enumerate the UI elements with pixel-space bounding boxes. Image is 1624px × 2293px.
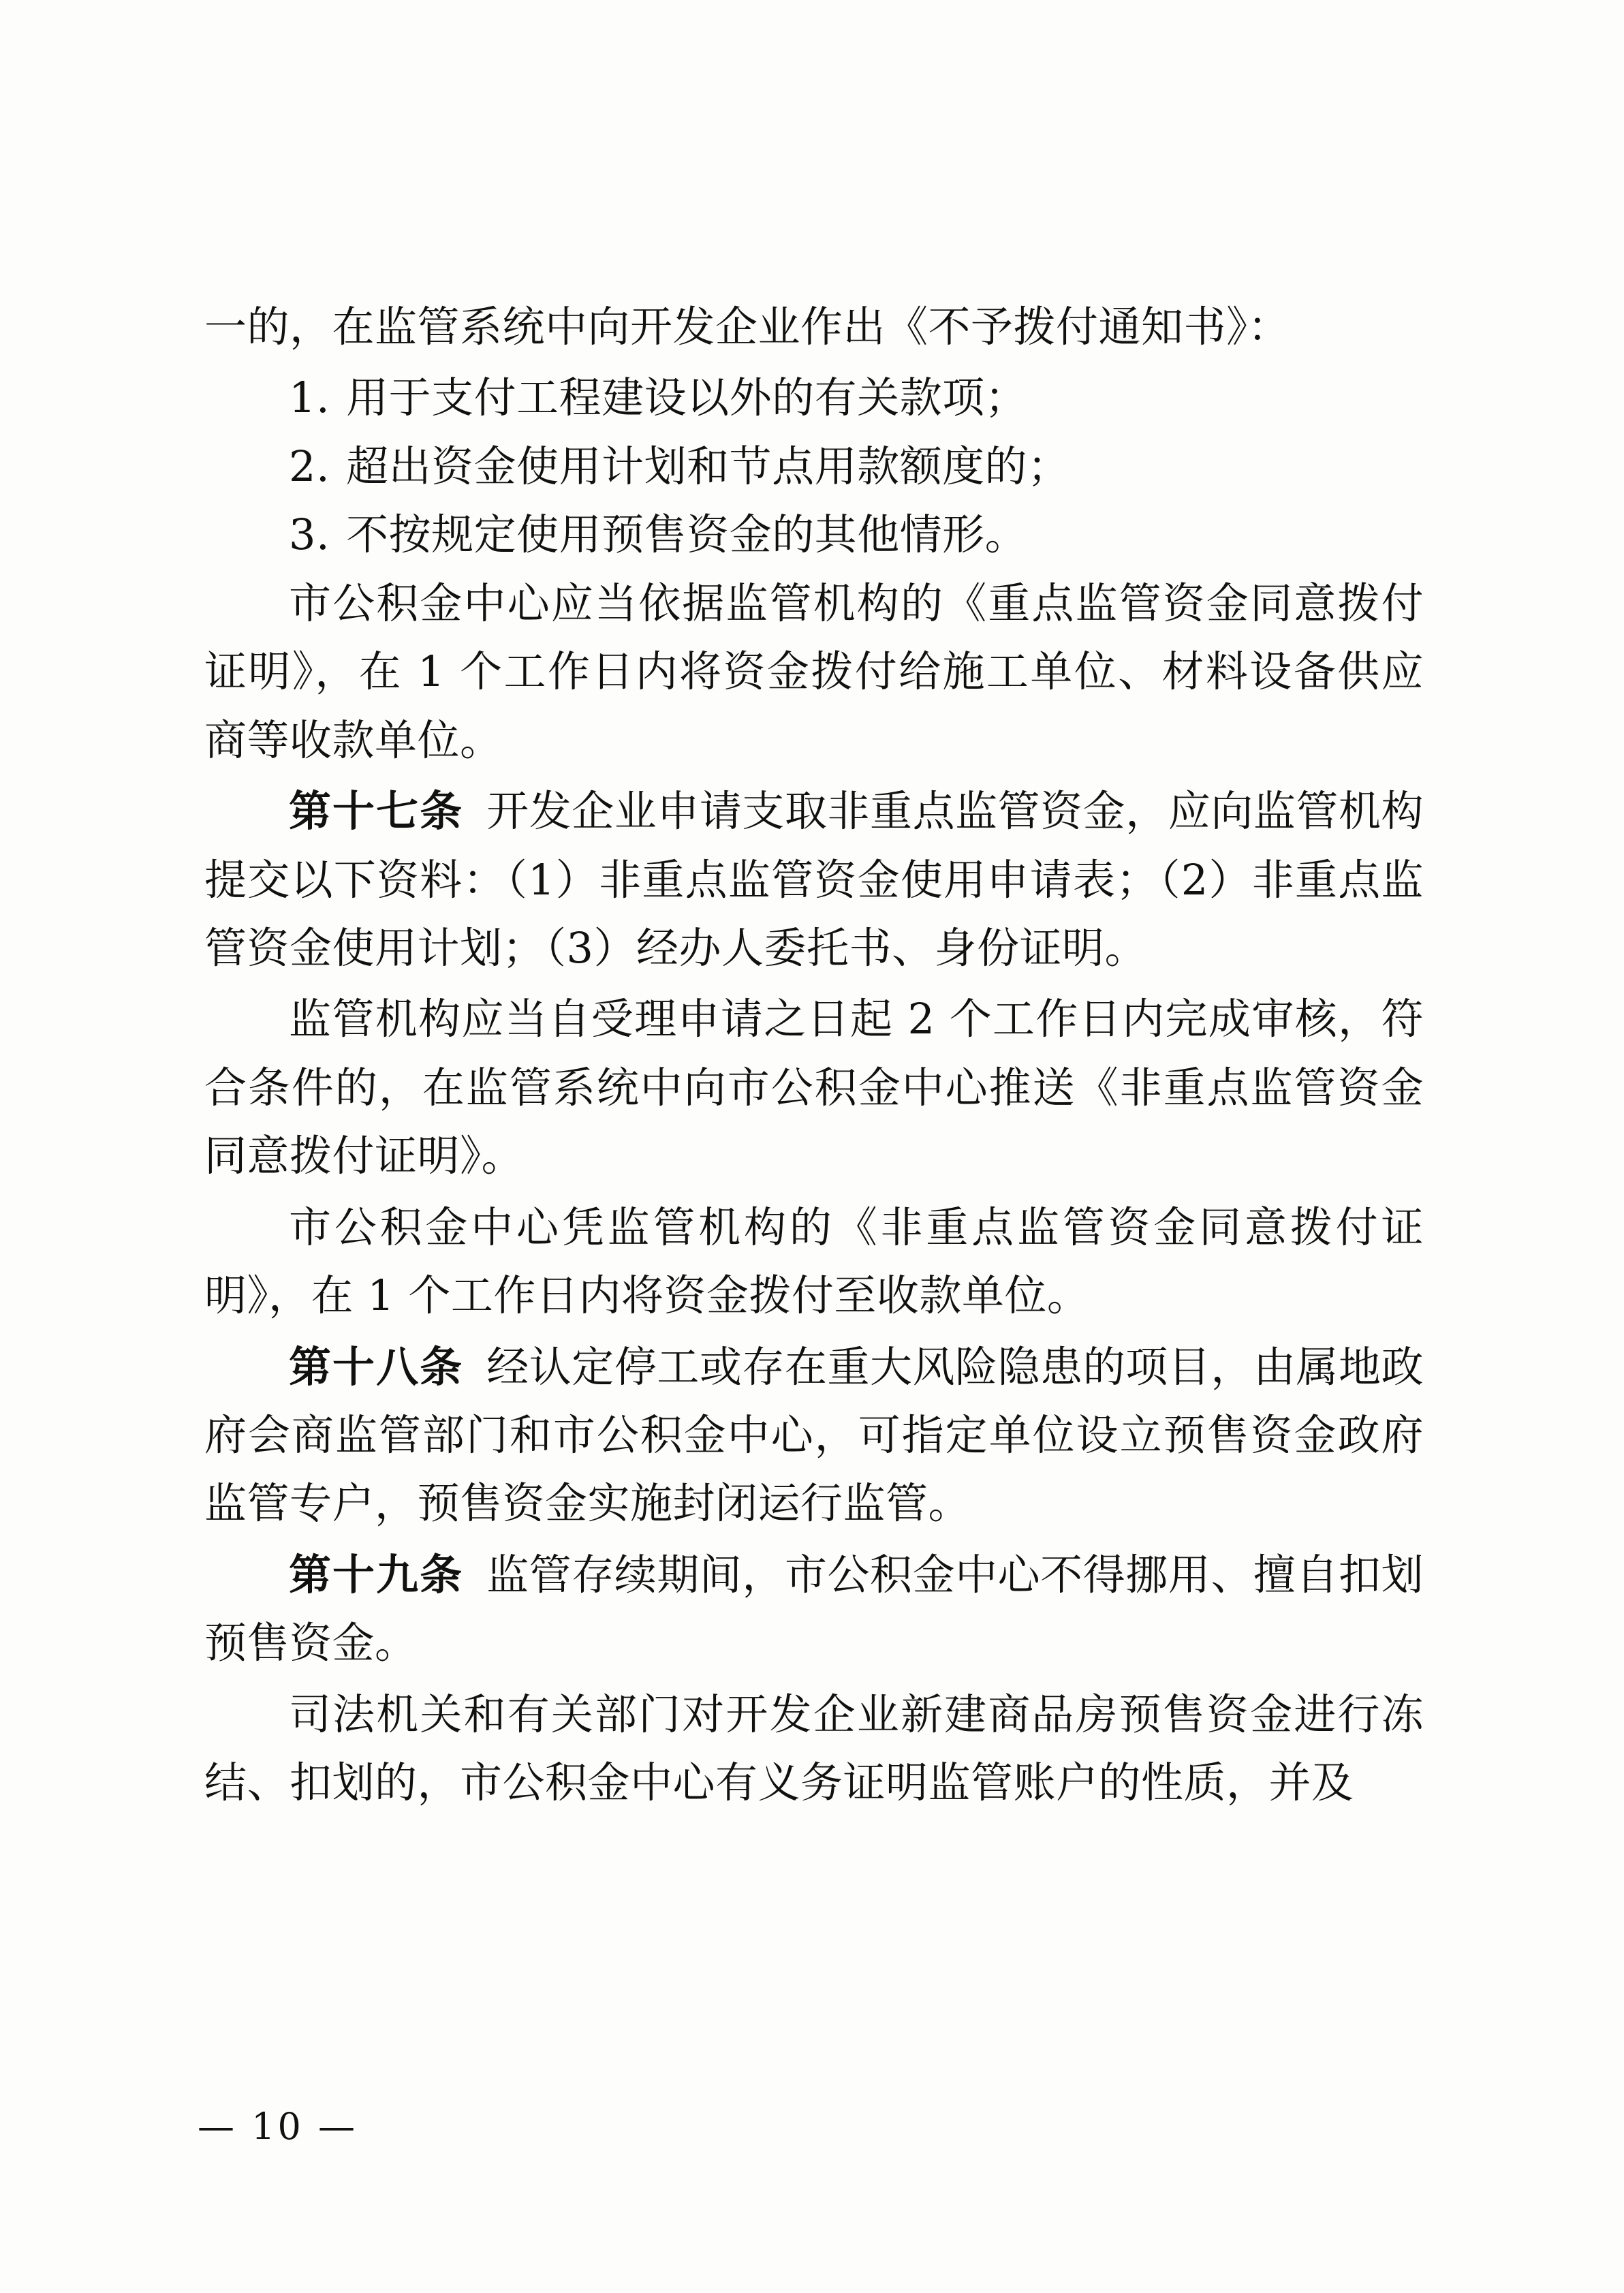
list-item: [204, 364, 1424, 432]
document-body: [204, 293, 1424, 1820]
list-marker: 2.: [289, 441, 330, 491]
article-text: 监管存续期间，市公积金中心不得挪用、擅自扣划预售资金。: [204, 1549, 1424, 1668]
paragraph: 司法机关和有关部门对开发企业新建商品房预售资金进行冻结、扣划的，市公积金中心有义务证明监管账户的性质，并及: [204, 1689, 1424, 1808]
paragraph: 市公积金中心应当依据监管机构的《重点监管资金同意拨付证明》，在 1 个工作日内将资金拨付给施工单位、材料设备供应商等收款单位。: [204, 578, 1424, 765]
article-paragraph: [204, 1541, 1424, 1678]
list-marker: 3.: [289, 510, 330, 560]
article-text: 经认定停工或存在重大风险隐患的项目，由属地政府会商监管部门和市公积金中心，可指定单位设立预售资金政府监管专户，预售资金实施封闭运行监管。: [204, 1341, 1424, 1529]
article-label: 第十八条: [289, 1341, 464, 1392]
paragraph: 市公积金中心凭监管机构的《非重点监管资金同意拨付证明》，在 1 个工作日内将资金拨付至收款单位。: [204, 1202, 1424, 1321]
article-label: 第十七条: [289, 786, 464, 837]
article-text: 开发企业申请支取非重点监管资金，应向监管机构提交以下资料：（1）非重点监管资金使用申请表；（2）非重点监管资金使用计划；（3）经办人委托书、身份证明。: [204, 786, 1424, 973]
list-item: [204, 501, 1424, 569]
list-item-text: 超出资金使用计划和节点用款额度的；: [346, 441, 1070, 491]
page-number: — 10 —: [198, 2105, 358, 2148]
article-paragraph: [204, 777, 1424, 982]
paragraph: 一的，在监管系统中向开发企业作出《不予拨付通知书》：: [204, 302, 1291, 352]
list-item: [204, 433, 1424, 501]
article-paragraph: [204, 1333, 1424, 1538]
paragraph: 监管机构应当自受理申请之日起 2 个工作日内完成审核，符合条件的，在监管系统中向市公积金中心推送《非重点监管资金同意拨付证明》。: [204, 994, 1424, 1181]
list-item-text: 不按规定使用预售资金的其他情形。: [346, 510, 1028, 560]
article-label: 第十九条: [289, 1549, 464, 1600]
list-item-text: 用于支付工程建设以外的有关款项；: [346, 373, 1028, 423]
list-marker: 1.: [289, 373, 330, 423]
